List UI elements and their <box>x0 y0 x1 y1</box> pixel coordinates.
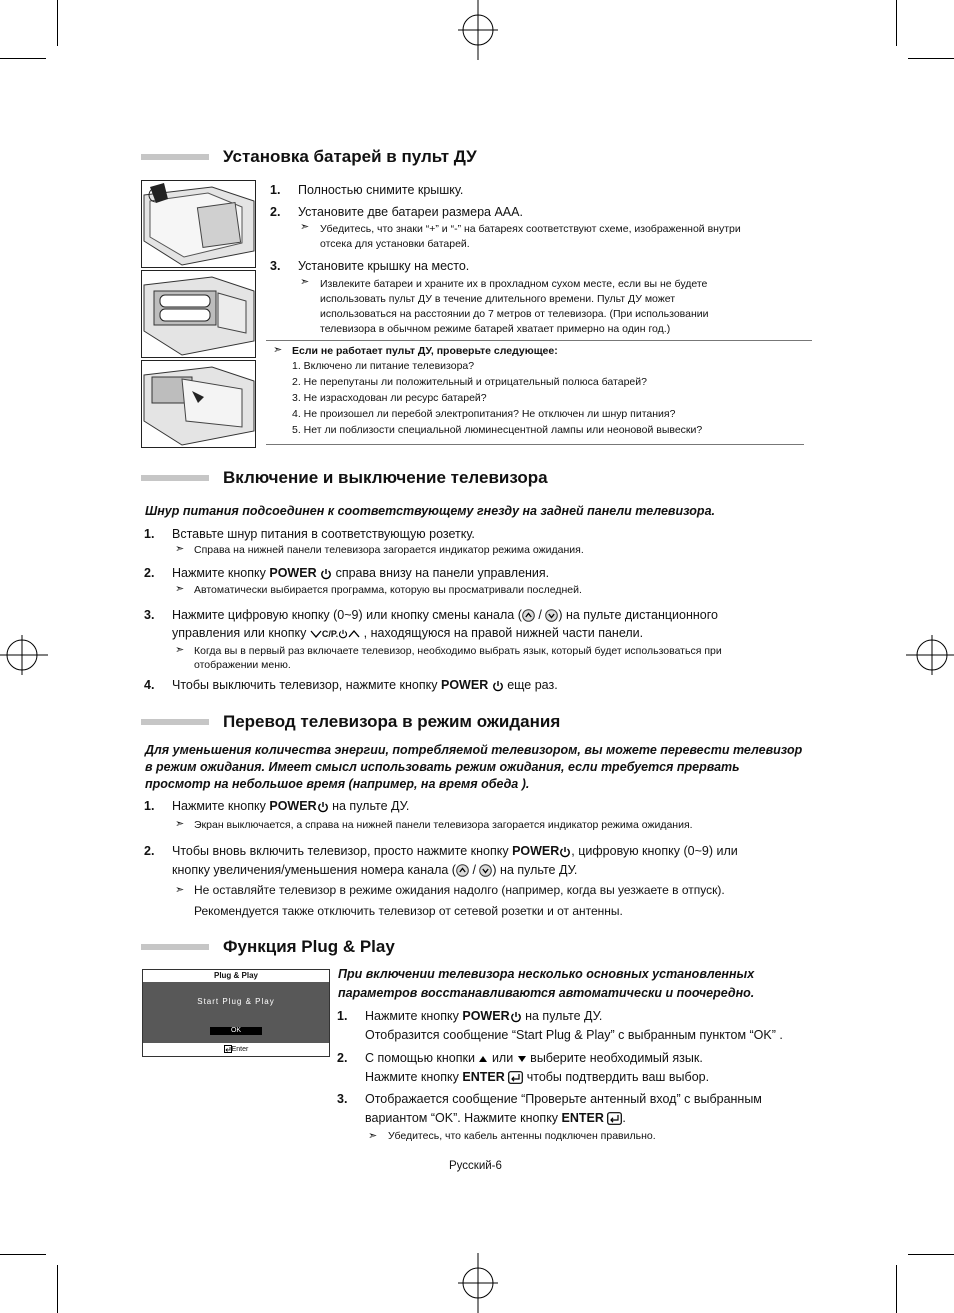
enter-icon <box>508 1071 523 1084</box>
check-item: 5. Нет ли поблизости специальной люминесцентной лампы или неоновой вывески? <box>292 424 703 436</box>
note-line: использоваться на расстоянии до 7 метров от телевизора. (При использовании <box>320 308 709 320</box>
section-title: Перевод телевизора в режим ожидания <box>223 712 561 731</box>
note-line: отображении меню. <box>194 659 291 671</box>
note-arrow-icon: ➣ <box>175 644 185 656</box>
note-line: Убедитесь, что знаки “+” и “-” на батареях соответствуют схеме, изображенной внутри <box>320 223 741 235</box>
step-number: 3. <box>144 608 155 622</box>
screen-start-text: Start Plug & Play <box>197 997 275 1006</box>
note-arrow-icon: ➣ <box>175 884 185 896</box>
check-item: 2. Не перепутаны ли положительный и отрицательный полюса батарей? <box>292 376 647 388</box>
note-arrow-icon: ➣ <box>175 583 185 595</box>
registration-mark-icon <box>453 1253 503 1313</box>
step-text: Установите две батареи размера AAA. <box>298 205 523 219</box>
step-number: 3. <box>270 259 281 273</box>
channel-down-icon <box>545 609 558 622</box>
divider <box>266 340 812 341</box>
power-icon <box>320 568 332 580</box>
channel-down-icon <box>479 864 492 877</box>
note-line: Автоматически выбирается программа, которую вы просматривали последней. <box>194 584 582 596</box>
step-text: Нажмите кнопку ENTER чтобы подтвердить ваш выбор. <box>365 1070 710 1084</box>
section-bar <box>141 475 209 481</box>
step-number: 1. <box>144 527 155 541</box>
step-text: Чтобы вновь включить телевизор, просто нажмите кнопку POWER , цифровую кнопку (0~9) или <box>172 844 738 858</box>
note-arrow-icon: ➣ <box>300 221 310 233</box>
crop-mark <box>0 58 46 59</box>
step-number: 2. <box>270 205 281 219</box>
note-arrow-icon: ➣ <box>300 276 310 288</box>
step-text: вариантом “OK”. Нажмите кнопку ENTER . <box>365 1111 626 1125</box>
note-line: Справа на нижней панели телевизора загорается индикатор режима ожидания. <box>194 544 584 556</box>
note-line: Убедитесь, что кабель антенны подключен правильно. <box>388 1130 656 1142</box>
crop-mark <box>57 1265 58 1313</box>
note-line: телевизора в обычном режиме батарей хватает примерно на один год.) <box>320 323 671 335</box>
remote-close-cover-image <box>141 360 256 448</box>
crop-mark <box>908 1254 954 1255</box>
step-text: управления или кнопку C/P. , находящуюся на правой нижней части панели. <box>172 626 644 640</box>
remote-cover-removal-image <box>141 180 256 268</box>
step-text: Нажмите кнопку POWER на пульте ДУ. <box>172 799 410 813</box>
step-number: 1. <box>270 183 281 197</box>
divider <box>266 444 804 445</box>
check-item: 1. Включено ли питание телевизора? <box>292 360 475 372</box>
crop-mark <box>896 1265 897 1313</box>
step-text: Полностью снимите крышку. <box>298 183 464 197</box>
enter-icon <box>607 1112 622 1125</box>
section-intro: просмотр на небольшое время (например, на время обеда ). <box>145 777 530 791</box>
crop-mark <box>908 58 954 59</box>
power-icon <box>559 846 571 858</box>
step-number: 1. <box>144 799 155 813</box>
chevron-up-icon <box>348 629 360 639</box>
step-text: Установите крышку на место. <box>298 259 470 273</box>
section-intro: Шнур питания подсоединен к соответствующему гнезду на задней панели телевизора. <box>145 504 715 518</box>
section-bar <box>141 719 209 725</box>
step-text: С помощью кнопки или выберите необходимый язык. <box>365 1051 703 1065</box>
step-number: 4. <box>144 678 155 692</box>
note-arrow-icon: ➣ <box>368 1130 378 1142</box>
step-text: Отобразится сообщение “Start Plug & Play” с выбранным пунктом “OK” . <box>365 1028 783 1042</box>
plug-and-play-screen <box>142 969 330 1057</box>
section-intro: Для уменьшения количества энергии, потребляемой телевизором, вы можете перевести телевизор <box>145 743 803 757</box>
power-icon <box>338 629 348 639</box>
step-text: Нажмите кнопку POWER на пульте ДУ. <box>365 1009 603 1023</box>
note-arrow-icon: ➣ <box>175 543 185 555</box>
registration-mark-icon <box>453 0 503 60</box>
step-text: Нажмите цифровую кнопку (0~9) или кнопку смены канала ( / ) на пульте дистанционного <box>172 608 718 622</box>
step-number: 2. <box>144 566 155 580</box>
step-number: 2. <box>337 1051 348 1065</box>
power-icon <box>492 680 504 692</box>
step-number: 3. <box>337 1092 348 1106</box>
section-title: Функция Plug & Play <box>223 937 395 956</box>
check-item: 3. Не израсходован ли ресурс батарей? <box>292 392 487 404</box>
registration-mark-icon <box>904 630 954 680</box>
note-arrow-icon: ➣ <box>273 344 283 356</box>
power-icon <box>510 1011 522 1023</box>
step-text: кнопку увеличения/уменьшения номера канала ( / ) на пульте ДУ. <box>172 863 578 877</box>
screen-title: Plug & Play <box>143 970 329 982</box>
crop-mark <box>896 0 897 46</box>
step-number: 2. <box>144 844 155 858</box>
section-intro: При включении телевизора несколько основных установленных <box>338 967 755 981</box>
step-number: 1. <box>337 1009 348 1023</box>
note-line: Экран выключается, а справа на нижней панели телевизора загорается индикатор режима ожидания. <box>194 819 693 831</box>
note-line: Рекомендуется также отключить телевизор от сетевой розетки и от антенны. <box>194 904 623 918</box>
registration-mark-icon <box>0 630 50 680</box>
step-text: Нажмите кнопку POWER справа внизу на панели управления. <box>172 566 550 580</box>
power-icon <box>317 801 329 813</box>
crop-mark <box>0 1254 46 1255</box>
section-title: Установка батарей в пульт ДУ <box>223 147 477 166</box>
note-line: Извлеките батареи и храните их в прохладном сухом месте, если вы не будете <box>320 278 708 290</box>
remote-batteries-image <box>141 270 256 358</box>
arrow-down-icon <box>517 1055 527 1063</box>
page-number: Русский-6 <box>449 1160 502 1172</box>
channel-up-icon <box>522 609 535 622</box>
crop-mark <box>57 0 58 46</box>
note-line: Когда вы в первый раз включаете телевизор, необходимо выбрать язык, который будет использоваться при <box>194 645 722 657</box>
check-title: Если не работает пульт ДУ, проверьте следующее: <box>292 345 558 357</box>
channel-up-icon <box>456 864 469 877</box>
check-item: 4. Не произошел ли перебой электропитания? Не отключен ли шнур питания? <box>292 408 676 420</box>
note-line: использовать пульт ДУ в течение длительного времени. Пульт ДУ может <box>320 293 676 305</box>
enter-icon <box>224 1045 232 1053</box>
section-title: Включение и выключение телевизора <box>223 468 548 487</box>
note-line: отсека для установки батарей. <box>320 238 470 250</box>
section-bar <box>141 944 209 950</box>
section-bar <box>141 154 209 160</box>
note-line: Не оставляйте телевизор в режиме ожидания надолго (например, когда вы уезжаете в отпуск). <box>194 883 725 897</box>
step-text: Вставьте шнур питания в соответствующую розетку. <box>172 527 475 541</box>
arrow-up-icon <box>478 1055 488 1063</box>
step-text: Отображается сообщение “Проверьте антенный вход” с выбранным <box>365 1092 762 1106</box>
step-text: Чтобы выключить телевизор, нажмите кнопку POWER еще раз. <box>172 678 558 692</box>
ok-button[interactable]: OK <box>210 1027 262 1035</box>
screen-footer: Enter <box>143 1043 329 1056</box>
section-intro: параметров восстанавливаются автоматически и поочередно. <box>338 986 755 1000</box>
section-intro: в режим ожидания. Имеет смысл использовать режим ожидания, если требуется прервать <box>145 760 740 774</box>
note-arrow-icon: ➣ <box>175 818 185 830</box>
chevron-down-icon <box>310 629 322 639</box>
